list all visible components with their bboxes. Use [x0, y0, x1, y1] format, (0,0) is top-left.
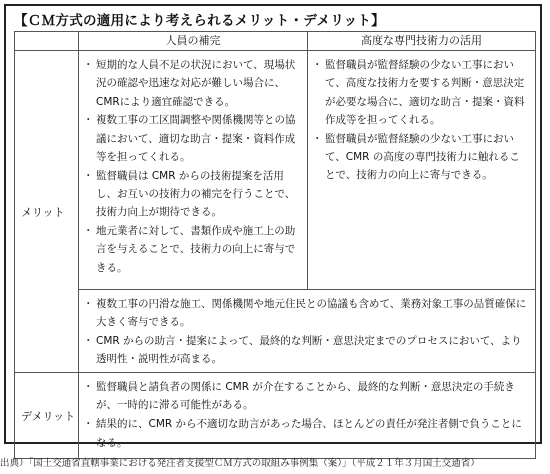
merit-label: メリット	[15, 51, 79, 373]
demerit-row	[15, 373, 536, 459]
merit-expertise-cell	[308, 51, 536, 290]
list-item: ・ 複数工事の工区間調整や関係機関等との協議において、適切な助言・提案・資料作成等を担ってくれる。	[85, 111, 301, 166]
list-item: ・ 短期的な人員不足の状況において、現場状況の確認や迅速な対応が難しい場合に、CMRにより適宜確認できる。	[85, 56, 301, 111]
list-item: ・ 監督職員が監督経験の少ない工事において、高度な技術力を要する判断・意思決定が必要な場合に、適切な助言・提案・資料作成等を担ってくれる。	[314, 56, 529, 129]
list-item: ・ 地元業者に対して、書類作成や施工上の助言を与えることで、技術力の向上に寄与できる。	[85, 222, 301, 277]
corner-cell	[15, 32, 79, 51]
merit-common-list	[79, 290, 535, 372]
merit-common-cell	[79, 290, 536, 373]
list-item: ・ 結果的に、CMR から不適切な助言があった場合、ほとんどの責任が発注者側で負うことになる。	[85, 415, 529, 452]
demerit-list	[79, 373, 535, 455]
figure-title: 【ＣＭ方式の適用により考えられるメリット・デメリット】	[14, 13, 385, 29]
merit-row	[15, 51, 536, 290]
list-item: ・ 監督職員は CMR からの技術提案を活用し、お互いの技術力の補完を行うことで、技術力向上が期待できる。	[85, 167, 301, 222]
demerit-cell	[79, 373, 536, 459]
list-item: ・ CMR からの助言・提案によって、最終的な判断・意思決定までのプロセスにおいて、より透明性・説明性が高まる。	[85, 332, 529, 369]
column-header-supplement: 人員の補完	[79, 32, 308, 51]
merit-supplement-list	[79, 51, 307, 281]
column-header-expertise: 高度な専門技術力の活用	[308, 32, 536, 51]
source-caption: 出典）「国土交通省直轄事業における発注者支援型ＣＭ方式の取組み事例集（案）」（平成２１年３月国土交通省）	[0, 458, 480, 469]
list-item: ・ 監督職員と請負者の関係に CMR が介在することから、最終的な判断・意思決定の手続きが、一時的に滞る可能性がある。	[85, 378, 529, 415]
merit-expertise-list	[308, 51, 535, 188]
demerit-label: デメリット	[15, 373, 79, 459]
merit-common-row	[15, 290, 536, 373]
list-item: ・ 複数工事の円滑な施工、関係機関や地元住民との協議も含めて、業務対象工事の品質確保に大きく寄与できる。	[85, 295, 529, 332]
list-item: ・ 監督職員が監督経験の少ない工事において、CMR の高度の専門技術力に触れることで、技術力の向上に寄与できる。	[314, 130, 529, 185]
header-row	[15, 32, 536, 51]
merit-supplement-cell	[79, 51, 308, 290]
merit-demerit-table	[14, 31, 536, 459]
figure-frame	[4, 4, 542, 449]
